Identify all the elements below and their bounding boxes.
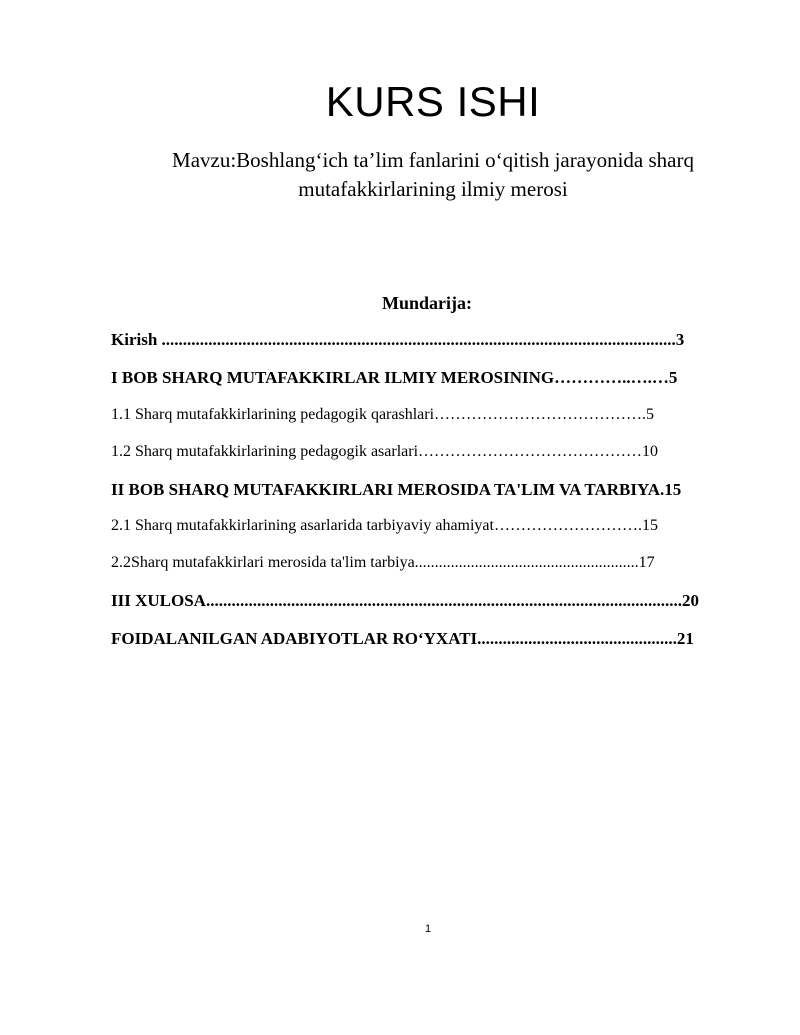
toc-entry-adabiyotlar: FOIDALANILGAN ADABIYOTLAR RO‘YXATI...............................................21 (111, 629, 694, 648)
subtitle-line-1: Mavzu:Boshlang‘ich ta’lim fanlarini o‘qitish jarayonida sharq (172, 148, 694, 172)
toc-entry-2-2: 2.2Sharq mutafakkirlari merosida ta'lim tarbiya........................................................17 (111, 554, 655, 571)
toc-heading: Mundarija: (382, 293, 472, 313)
toc-entry-kirish: Kirish .........................................................................................................................3 (111, 330, 685, 349)
toc-entry-1-2: 1.2 Sharq mutafakkirlarining pedagogik asarlari……………………………………10 (111, 443, 659, 460)
toc-entry-bob-1: I BOB SHARQ MUTAFAKKIRLAR ILMIY MEROSINING…………..….…5 (111, 368, 678, 387)
document-title: KURS ISHI (325, 78, 541, 125)
toc-entry-2-1: 2.1 Sharq mutafakkirlarining asarlarida tarbiyaviy ahamiyat……………………….15 (111, 517, 658, 534)
toc-entry-1-1: 1.1 Sharq mutafakkirlarining pedagogik qarashlari………………………………….5 (111, 406, 655, 423)
toc-entry-xulosa: III XULOSA................................................................................................................20 (111, 591, 699, 610)
toc-entry-bob-2: II BOB SHARQ MUTAFAKKIRLARI MEROSIDA TA'LIM VA TARBIYA.15 (111, 480, 682, 499)
page-number: 1 (424, 923, 432, 935)
subtitle-line-2: mutafakkirlarining ilmiy merosi (298, 177, 568, 201)
document-subtitle (140, 146, 726, 204)
